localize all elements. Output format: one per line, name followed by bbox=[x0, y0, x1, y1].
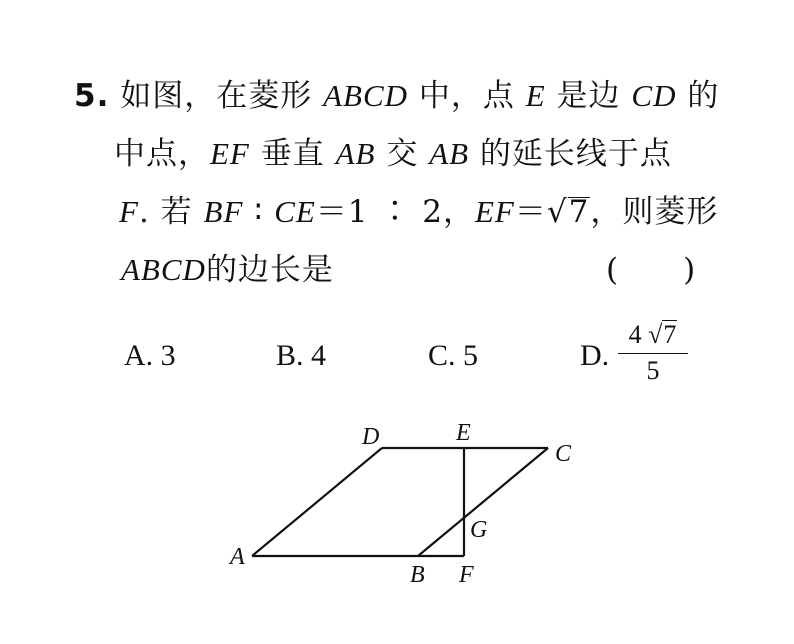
question-number: 5. bbox=[74, 78, 110, 114]
option-d-denominator: 5 bbox=[646, 356, 660, 385]
q4-rhombus-name: ABCD bbox=[121, 252, 206, 287]
label-point-a: A bbox=[230, 544, 245, 570]
q2-segment-ab-1: AB bbox=[335, 136, 376, 171]
option-d-coef: 4 bbox=[628, 320, 642, 349]
q2-text-e: 交 bbox=[386, 136, 419, 172]
q2-segment-ab-2: AB bbox=[429, 136, 470, 171]
q3-text-b: . 若 bbox=[138, 194, 193, 230]
q3-equals: ＝ bbox=[514, 194, 547, 230]
q1-text-c: 中，点 bbox=[418, 78, 515, 114]
q3-point-f: F bbox=[119, 194, 139, 229]
label-point-g: G bbox=[470, 517, 488, 543]
q3-sqrt-sign: √ bbox=[546, 194, 568, 230]
q3-segment-ef: EF bbox=[474, 194, 515, 229]
q1-text-g: 的 bbox=[687, 78, 720, 114]
q1-text-a: 如图，在菱形 bbox=[120, 78, 313, 114]
label-point-c: C bbox=[555, 441, 572, 467]
option-d-radicand: 7 bbox=[663, 320, 677, 349]
option-d-sqrt: √7 bbox=[648, 320, 677, 349]
option-d-label[interactable]: D. bbox=[580, 339, 610, 372]
option-a[interactable]: A. 3 bbox=[124, 339, 176, 372]
q2-text-c: 垂直 bbox=[260, 136, 325, 172]
label-point-f: F bbox=[459, 562, 474, 588]
q2-text-a: 中点， bbox=[114, 136, 210, 172]
q1-side-cd: CD bbox=[631, 78, 677, 113]
label-point-d: D bbox=[362, 424, 380, 450]
q3-text-f: ＝1 ∶ 2， bbox=[315, 194, 475, 230]
q2-segment-ef: EF bbox=[210, 136, 250, 171]
answer-blank: ( ) bbox=[606, 252, 697, 288]
q3-text-k: ，则菱形 bbox=[590, 194, 719, 230]
option-c[interactable]: C. 5 bbox=[428, 339, 479, 372]
q3-sqrt-radicand: 7 bbox=[568, 194, 590, 230]
q1-text-e: 是边 bbox=[556, 78, 621, 114]
q4-text-b: 的边长是 bbox=[205, 252, 334, 288]
label-point-b: B bbox=[410, 562, 425, 588]
q2-text-g: 的延长线于点 bbox=[479, 136, 672, 172]
option-b[interactable]: B. 4 bbox=[276, 339, 327, 372]
q3-ratio-colon: ∶ bbox=[254, 194, 264, 230]
q3-segment-bf: BF bbox=[203, 194, 244, 229]
segment-ad bbox=[252, 448, 382, 556]
q3-segment-ce: CE bbox=[274, 194, 316, 229]
q1-rhombus-name: ABCD bbox=[323, 78, 409, 113]
label-point-e: E bbox=[456, 420, 471, 446]
q1-point-e: E bbox=[525, 78, 546, 113]
